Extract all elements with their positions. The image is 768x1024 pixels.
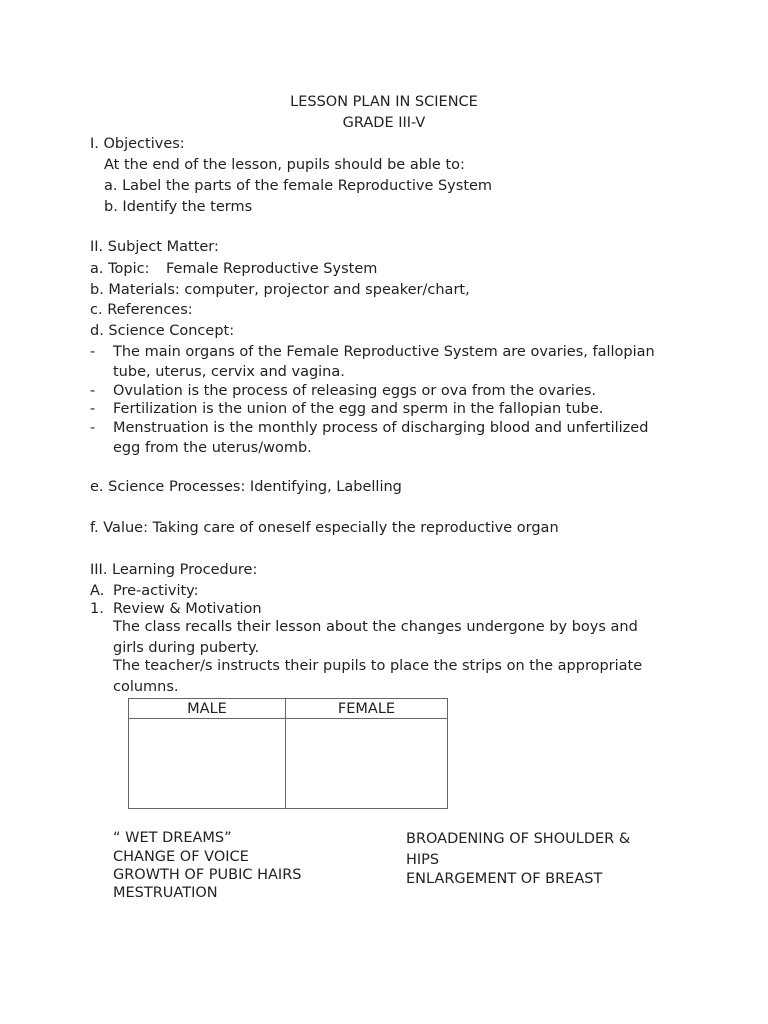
- pre-activity-text: Pre-activity:: [113, 583, 199, 599]
- strip-item: ENLARGEMENT OF BREAST: [406, 871, 603, 887]
- topic-value: Female Reproductive System: [166, 261, 378, 277]
- concept-line: tube, uterus, cervix and vagina.: [113, 364, 345, 380]
- concept-line: The main organs of the Female Reproductive System are ovaries, fallopian: [113, 344, 655, 360]
- bullet-dash: -: [90, 383, 96, 399]
- strip-item: CHANGE OF VOICE: [113, 849, 249, 865]
- value-statement: f. Value: Taking care of oneself especially the reproductive organ: [90, 520, 559, 536]
- materials-line: b. Materials: computer, projector and speaker/chart,: [90, 282, 470, 298]
- strip-item: GROWTH OF PUBIC HAIRS: [113, 867, 302, 883]
- strip-item: MESTRUATION: [113, 885, 218, 901]
- grade-level: GRADE III-V: [342, 115, 426, 131]
- step-title: Review & Motivation: [113, 601, 262, 617]
- objective-item: b. Identify the terms: [104, 199, 253, 215]
- science-concept-heading: d. Science Concept:: [90, 323, 235, 339]
- concept-line: Menstruation is the monthly process of discharging blood and unfertilized: [113, 420, 649, 436]
- concept-line: Ovulation is the process of releasing eggs or ova from the ovaries.: [113, 383, 597, 399]
- column-header-male: MALE: [129, 699, 286, 719]
- strip-item: BROADENING OF SHOULDER &: [406, 831, 631, 847]
- table-row: [129, 719, 448, 809]
- learning-procedure-heading: III. Learning Procedure:: [90, 562, 258, 578]
- references-line: c. References:: [90, 302, 193, 318]
- sorting-table: [128, 698, 448, 809]
- strip-item: “ WET DREAMS”: [113, 830, 232, 846]
- procedure-text: The teacher/s instructs their pupils to place the strips on the appropriate: [113, 658, 643, 674]
- pre-activity-label: A.: [90, 583, 105, 599]
- procedure-text: columns.: [113, 679, 179, 695]
- topic-line: [90, 260, 377, 278]
- bullet-dash: -: [90, 344, 96, 360]
- procedure-text: girls during puberty.: [113, 640, 260, 656]
- male-drop-cell: [129, 719, 286, 809]
- concept-line: egg from the uterus/womb.: [113, 440, 312, 456]
- step-number: 1.: [90, 601, 104, 617]
- bullet-dash: -: [90, 420, 96, 436]
- document-title: LESSON PLAN IN SCIENCE: [290, 94, 478, 110]
- objectives-intro: At the end of the lesson, pupils should be able to:: [104, 157, 465, 173]
- science-processes: e. Science Processes: Identifying, Labelling: [90, 479, 402, 495]
- female-drop-cell: [286, 719, 448, 809]
- strip-item: HIPS: [406, 852, 440, 868]
- objectives-heading: I. Objectives:: [90, 136, 185, 152]
- bullet-dash: -: [90, 401, 96, 417]
- topic-label: a. Topic:: [90, 261, 150, 277]
- procedure-text: The class recalls their lesson about the changes undergone by boys and: [113, 619, 638, 635]
- table-header-row: [129, 699, 448, 719]
- subject-matter-heading: II. Subject Matter:: [90, 239, 219, 255]
- objective-item: a. Label the parts of the female Reproductive System: [104, 178, 493, 194]
- concept-line: Fertilization is the union of the egg and sperm in the fallopian tube.: [113, 401, 604, 417]
- column-header-female: FEMALE: [286, 699, 448, 719]
